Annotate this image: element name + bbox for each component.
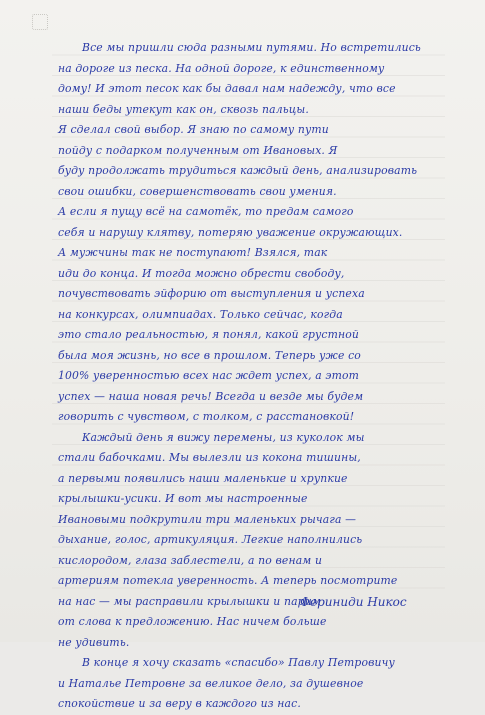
letter-line: почувствовать эйфорию от выступления и успеха xyxy=(58,287,365,300)
corner-mark xyxy=(32,14,48,30)
letter-line: пойду с подарком полученным от Ивановых. Я xyxy=(58,143,338,157)
letter-body xyxy=(58,38,438,715)
letter-line: А если я пущу всё на самотёк, то предам самого xyxy=(58,205,354,218)
letter-line: кислородом, глаза заблестели, а по венам и xyxy=(58,553,323,567)
letter-line: от слова к предложению. Нас ничем больше xyxy=(58,615,327,628)
letter-line: стали бабочками. Мы вылезли из кокона тишины, xyxy=(58,451,361,464)
letter-line: успех — наша новая речь! Всегда и везде мы будем xyxy=(58,389,364,403)
letter-line: спокойствие и за веру в каждого из нас. xyxy=(58,697,301,710)
signature: Фериниди Никос xyxy=(300,595,407,609)
letter-line: свои ошибки, совершенствовать свои умения. xyxy=(58,184,337,198)
letter-line: наши беды утекут как он, сквозь пальцы. xyxy=(58,102,309,116)
letter-line: себя и нарушу клятву, потеряю уважение окружающих. xyxy=(58,225,403,239)
letter-line: на дороге из песка. На одной дороге, к единственному xyxy=(58,61,385,75)
letter-line: а первыми появились наши маленькие и хрупкие xyxy=(58,471,348,485)
letter-line: это стало реальностью, я понял, какой грустной xyxy=(58,328,360,341)
letter-line: Все мы пришли сюда разными путями. Но встретились xyxy=(82,41,421,54)
letter-line: А мужчины так не поступают! Взялся, так xyxy=(58,246,328,259)
letter-line: Каждый день я вижу перемены, из куколок мы xyxy=(82,430,365,444)
letter-line: дому! И этот песок как бы давал нам надежду, что все xyxy=(58,82,396,95)
letter-line: Я сделал свой выбор. Я знаю по самому пути xyxy=(58,123,329,136)
letter-line: на нас — мы расправили крылышки и парим xyxy=(58,594,321,608)
letter-line: на конкурсах, олимпиадах. Только сейчас, когда xyxy=(58,307,343,321)
letter-line: В конце я хочу сказать «спасибо» Павлу Петровичу xyxy=(82,656,395,669)
letter-line: 100% уверенностью всех нас ждет успех, а этот xyxy=(58,369,360,382)
letter-line: буду продолжать трудиться каждый день, анализировать xyxy=(58,164,418,177)
letter-line: и Наталье Петровне за великое дело, за душевное xyxy=(58,676,364,690)
letter-line: дыхание, голос, артикуляция. Легкие наполнились xyxy=(58,533,363,546)
letter-line: была моя жизнь, но все в прошлом. Теперь уже со xyxy=(58,348,361,362)
letter-line: говорить с чувством, с толком, с расстановкой! xyxy=(58,410,355,423)
letter-line: Ивановыми подкрутили три маленьких рычага — xyxy=(58,512,357,526)
letter-line: иди до конца. И тогда можно обрести свободу, xyxy=(58,266,345,280)
letter-line: крылышки-усики. И вот мы настроенные xyxy=(58,492,308,505)
letter-line: не удивить. xyxy=(58,635,130,649)
letter-line: артериям потекла уверенность. А теперь посмотрите xyxy=(58,574,398,587)
